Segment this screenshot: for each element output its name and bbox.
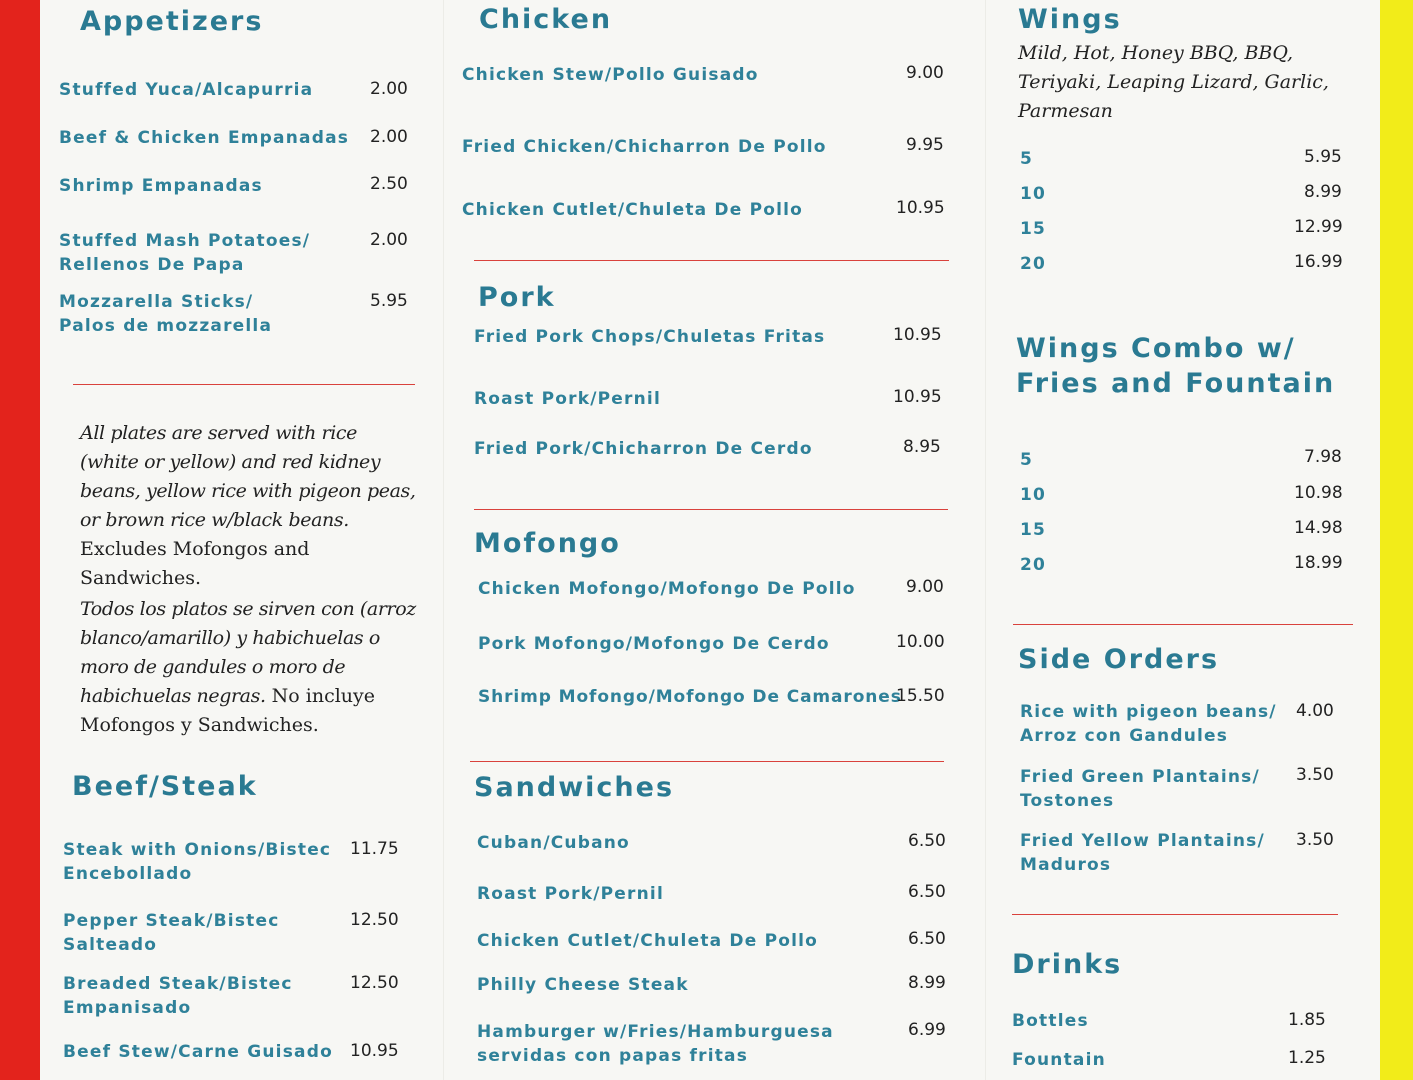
- menu-item-name: Chicken Cutlet/Chuleta De Pollo: [462, 200, 804, 220]
- menu-item-price: 12.50: [350, 910, 399, 930]
- wing-quantity: 10: [1020, 184, 1047, 204]
- menu-item-name-line2: Palos de mozzarella: [59, 316, 273, 336]
- menu-item-name: Fried Yellow Plantains/: [1020, 831, 1265, 851]
- rice-note-english-italic: All plates are served with rice (white or yellow) and red kidney beans, yellow rice with pigeon peas, or brown rice w/black beans.: [80, 422, 416, 531]
- menu-item-name: Cuban/Cubano: [477, 833, 630, 853]
- menu-item-name-line2: servidas con papas fritas: [477, 1046, 749, 1066]
- menu-item-name-line2: Empanisado: [63, 998, 192, 1018]
- menu-item-name: Beef & Chicken Empanadas: [59, 128, 350, 148]
- rice-note-english-plain: Excludes Mofongos and Sandwiches.: [80, 538, 310, 589]
- menu-item-name: Pepper Steak/Bistec: [63, 911, 280, 931]
- menu-item-name-line2: Encebollado: [63, 864, 193, 884]
- menu-item-price: 1.85: [1288, 1010, 1326, 1030]
- mofongo-heading: Mofongo: [474, 528, 621, 559]
- menu-item-name: Fountain: [1012, 1050, 1106, 1070]
- menu-item-name: Stuffed Yuca/Alcapurria: [59, 80, 314, 100]
- menu-item-price: 15.50: [896, 686, 945, 706]
- drinks-heading: Drinks: [1012, 949, 1123, 980]
- menu-item-name: Roast Pork/Pernil: [474, 389, 661, 409]
- menu-item-name: Shrimp Mofongo/Mofongo De Camarones: [478, 687, 902, 707]
- menu-item-name: Steak with Onions/Bistec: [63, 840, 332, 860]
- wings-combo-heading: Wings Combo w/: [1016, 333, 1296, 364]
- menu-item-price: 2.50: [370, 174, 408, 194]
- menu-item-price: 8.95: [903, 437, 941, 457]
- menu-item-name: Pork Mofongo/Mofongo De Cerdo: [478, 634, 830, 654]
- wing-quantity: 20: [1020, 555, 1047, 575]
- section-divider: [474, 509, 948, 510]
- menu-item-price: 12.50: [350, 973, 399, 993]
- menu-item-price: 10.95: [896, 198, 945, 218]
- wing-quantity: 5: [1020, 149, 1034, 169]
- menu-item-price: 4.00: [1296, 701, 1334, 721]
- menu-item-name-line2: Rellenos De Papa: [59, 255, 245, 275]
- menu-item-price: 9.95: [906, 135, 944, 155]
- menu-item-price: 2.00: [370, 230, 408, 250]
- menu-item-price: 9.00: [906, 577, 944, 597]
- wing-quantity: 15: [1020, 219, 1047, 239]
- rice-note-spanish-plain: No incluye Mofongos y Sandwiches.: [80, 685, 376, 736]
- menu-item-price: 1.25: [1288, 1048, 1326, 1068]
- menu-item-name: Roast Pork/Pernil: [477, 884, 664, 904]
- menu-item-name: Rice with pigeon beans/: [1020, 702, 1277, 722]
- menu-item-price: 10.95: [893, 325, 942, 345]
- menu-item-price: 10.95: [893, 387, 942, 407]
- sandwiches-heading: Sandwiches: [474, 772, 675, 803]
- wing-quantity: 15: [1020, 520, 1047, 540]
- menu-item-name-line2: Salteado: [63, 935, 158, 955]
- menu-item-name: Bottles: [1012, 1011, 1089, 1031]
- menu-item-price: 6.50: [908, 882, 946, 902]
- menu-item-price: 5.95: [370, 291, 408, 311]
- section-divider: [73, 384, 415, 385]
- menu-item-name: Hamburger w/Fries/Hamburguesa: [477, 1022, 834, 1042]
- column-divider: [985, 0, 986, 1080]
- beef-steak-heading: Beef/Steak: [72, 771, 258, 802]
- menu-item-name: Chicken Mofongo/Mofongo De Pollo: [478, 579, 856, 599]
- menu-item-price: 6.50: [908, 831, 946, 851]
- menu-item-price: 8.99: [1304, 182, 1342, 202]
- menu-item-price: 7.98: [1304, 447, 1342, 467]
- menu-item-price: 10.00: [896, 632, 945, 652]
- right-yellow-border: [1380, 0, 1413, 1080]
- menu-item-price: 10.98: [1294, 483, 1343, 503]
- menu-item-price: 6.50: [908, 929, 946, 949]
- menu-item-price: 16.99: [1294, 252, 1343, 272]
- wings-sauces: Mild, Hot, Honey BBQ, BBQ, Teriyaki, Leaping Lizard, Garlic, Parmesan: [1018, 42, 1329, 122]
- menu-item-name-line2: Tostones: [1020, 791, 1115, 811]
- pork-heading: Pork: [478, 282, 556, 313]
- menu-item-price: 5.95: [1304, 147, 1342, 167]
- rice-note-spanish: [80, 595, 420, 740]
- menu-item-price: 14.98: [1294, 518, 1343, 538]
- section-divider: [474, 260, 949, 261]
- wing-quantity: 20: [1020, 254, 1047, 274]
- menu-item-name: Fried Chicken/Chicharron De Pollo: [462, 137, 827, 157]
- menu-item-price: 12.99: [1294, 217, 1343, 237]
- menu-item-price: 8.99: [908, 973, 946, 993]
- menu-item-price: 2.00: [370, 79, 408, 99]
- menu-item-name: Breaded Steak/Bistec: [63, 974, 293, 994]
- menu-item-name: Fried Green Plantains/: [1020, 767, 1260, 787]
- menu-item-name: Stuffed Mash Potatoes/: [59, 231, 311, 251]
- chicken-heading: Chicken: [479, 4, 613, 35]
- section-divider: [1013, 624, 1353, 625]
- menu-item-name: Mozzarella Sticks/: [59, 292, 254, 312]
- menu-item-name: Beef Stew/Carne Guisado: [63, 1042, 333, 1062]
- menu-item-name-line2: Arroz con Gandules: [1020, 726, 1229, 746]
- wings-heading: Wings: [1018, 4, 1122, 35]
- menu-item-price: 2.00: [370, 127, 408, 147]
- menu-item-name: Chicken Cutlet/Chuleta De Pollo: [477, 931, 819, 951]
- menu-item-price: 3.50: [1296, 765, 1334, 785]
- rice-note-english: [80, 419, 420, 593]
- rice-note-spanish-italic: Todos los platos se sirven con (arroz blanco/amarillo) y habichuelas o moro de gandules o moro de habichuelas negras.: [80, 598, 416, 707]
- menu-item-name: Shrimp Empanadas: [59, 176, 263, 196]
- menu-item-price: 3.50: [1296, 830, 1334, 850]
- wing-quantity: 5: [1020, 450, 1034, 470]
- wing-quantity: 10: [1020, 485, 1047, 505]
- menu-item-name: Chicken Stew/Pollo Guisado: [462, 65, 759, 85]
- menu-item-price: 11.75: [350, 839, 399, 859]
- appetizers-heading: Appetizers: [80, 6, 264, 37]
- menu-item-name: Fried Pork Chops/Chuletas Fritas: [474, 327, 826, 347]
- menu-item-price: 9.00: [906, 63, 944, 83]
- section-divider: [1012, 914, 1338, 915]
- menu-item-price: 10.95: [350, 1041, 399, 1061]
- side-orders-heading: Side Orders: [1018, 644, 1220, 675]
- menu-item-name: Philly Cheese Steak: [477, 975, 689, 995]
- column-divider: [443, 0, 444, 1080]
- section-divider: [470, 761, 944, 762]
- menu-item-price: 6.99: [908, 1020, 946, 1040]
- left-red-border: [0, 0, 40, 1080]
- menu-item-name: Fried Pork/Chicharron De Cerdo: [474, 439, 813, 459]
- menu-item-name-line2: Maduros: [1020, 855, 1112, 875]
- wings-combo-heading-line2: Fries and Fountain: [1016, 368, 1336, 399]
- menu-item-price: 18.99: [1294, 553, 1343, 573]
